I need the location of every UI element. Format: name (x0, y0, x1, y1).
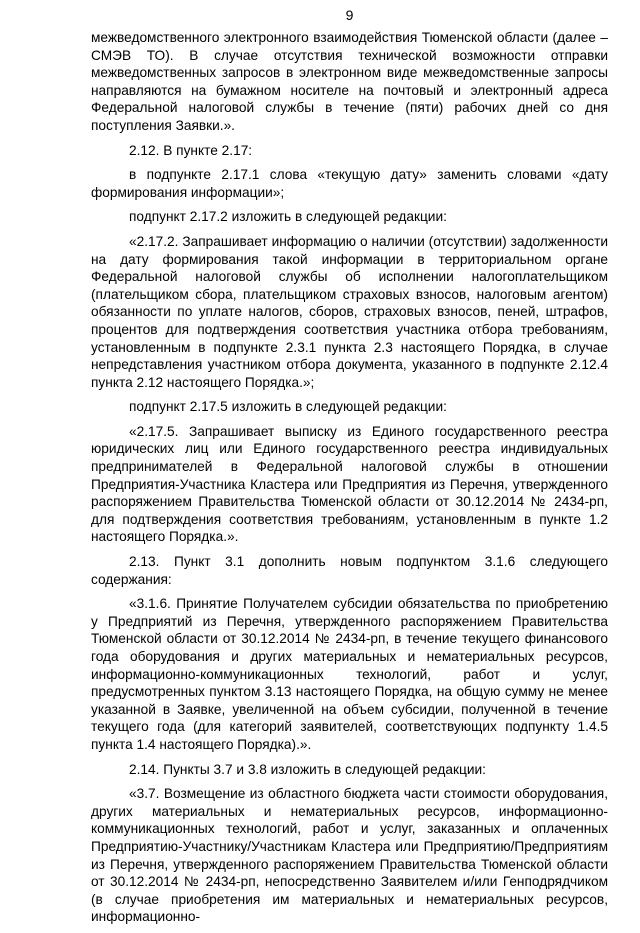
paragraph-2-12-heading: 2.12. В пункте 2.17: (129, 142, 253, 158)
page-number: 9 (345, 7, 354, 23)
paragraph-smev-continuation: межведомственного электронного взаимодействия Тюменской области (далее – СМЭВ ТО). В случае отсутствия технической возможности отправки межведомственных запросов в электронном виде межведомственные запросы направляются на бумажном носителе на почтовый и электронный адреса Федеральной налоговой службы в течение (пяти) рабочих дней со дня поступления Заявки.». (91, 30, 608, 133)
paragraph-item-3-7-text: «3.7. Возмещение из областного бюджета части стоимости оборудования, других материальных и нематериальных ресурсов, информационно-коммуникационных технологий, работ и услуг, заказанных и оплаченных Предприятию-Участнику/Участникам Кластера или Предприятию/Предприятиям из Перечня, утвержденного распоряжением Правительства Тюменской области от 30.12.2014 № 2434-рп, непосредственно Заявителем и/или Генподрядчиком (в случае приобретения им материальных и нематериальных ресурсов, информационно- (91, 786, 608, 925)
paragraph-subitem-2-17-5-text: «2.17.5. Запрашивает выписку из Единого государственного реестра юридических лиц или Единого государственного реестра индивидуальных предпринимателей в Федеральной налоговой службы в отношении Предприятия-Участника Кластера или Предприятия из Перечня, утвержденного распоряжением Правительства Тюменской области от 30.12.2014 № 2434-рп, для подтверждения соответствия требованиям, установленным в пункте 1.2 настоящего Порядка.». (91, 423, 608, 545)
paragraph-subitem-2-17-2-text: «2.17.2. Запрашивает информацию о наличии (отсутствии) задолженности на дату формирования такой информации в территориальном органе Федеральной налоговой службы об исполнении налогоплательщиком (плательщиком сбора, плательщиком страховых взносов, налоговым агентом) обязанности по уплате налогов, сборов, страховых взносов, пеней, штрафов, процентов для подтверждения соответствия участника отбора требованиям, установленным в подпункте 2.3.1 пункта 2.3 настоящего Порядка, в случае непредставления участником отбора документа, указанного в подпункте 2.12.4 пункта 2.12 настоящего Порядка.»; (91, 233, 608, 390)
paragraph-subitem-3-1-6-text: «3.1.6. Принятие Получателем субсидии обязательства по приобретению у Предприятий из Перечня, утвержденного распоряжением Правительства Тюменской области от 30.12.2014 № 2434-рп, в течение текущего финансового года оборудования и других материальных и нематериальных ресурсов, информационно-коммуникационных технологий, работ и услуг, предусмотренных пунктом 3.13 настоящего Порядка, на общую сумму не менее указанной в Заявке, увеличенной на объем субсидии, полученной в течение текущего года (для категорий заявителей, соответствующих подпункту 1.4.5 пункта 1.4 настоящего Порядка).». (91, 596, 608, 752)
paragraph-2-13-heading: 2.13. Пункт 3.1 дополнить новым подпунктом 3.1.6 следующего содержания: (91, 554, 608, 587)
paragraph-subitem-2-17-5-intro: подпункт 2.17.5 изложить в следующей редакции: (129, 399, 447, 415)
paragraph-2-14-heading: 2.14. Пункты 3.7 и 3.8 изложить в следующей редакции: (129, 761, 486, 777)
paragraph-subitem-2-17-1: в подпункте 2.17.1 слова «текущую дату» заменить словами «дату формирования информации»; (91, 167, 608, 200)
paragraph-subitem-2-17-2-intro: подпункт 2.17.2 изложить в следующей редакции: (129, 209, 447, 225)
document-body (91, 29, 608, 933)
